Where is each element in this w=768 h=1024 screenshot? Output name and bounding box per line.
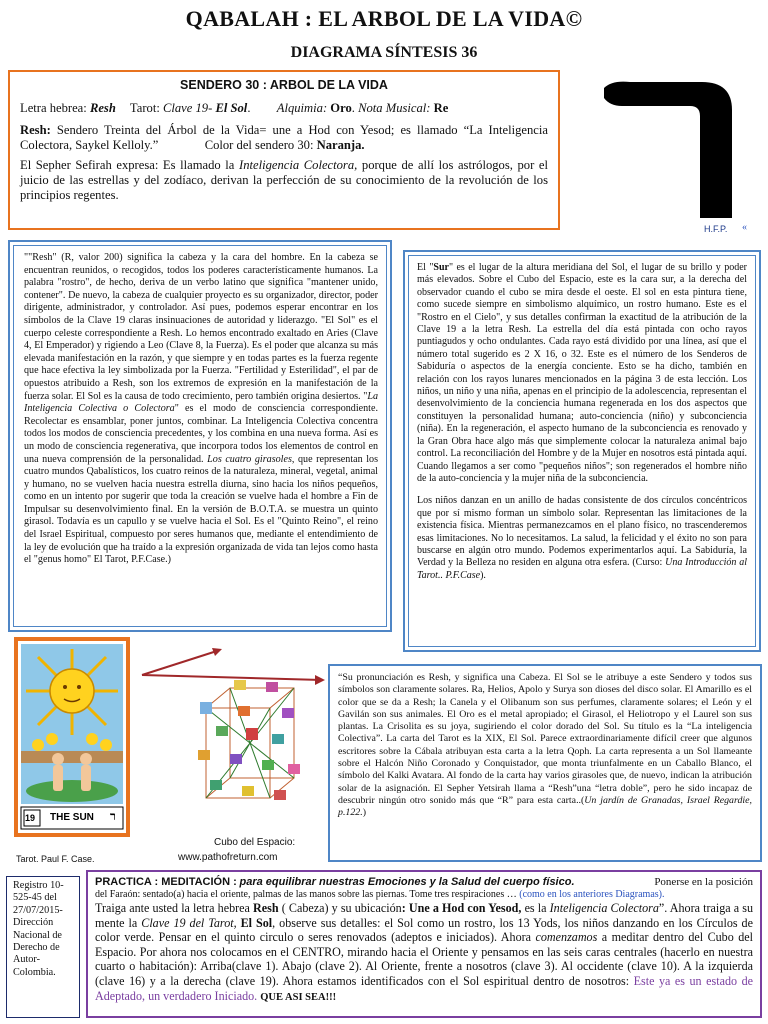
page-subtitle: DIAGRAMA SÍNTESIS 36 bbox=[290, 44, 478, 61]
sendero-resh-desc: Resh: Sendero Treinta del Árbol de la Vida= une a Hod con Yesod; es llamado “La Inteligencia Colectora, Saykel Kelloly.” Color del sendero 30: Naranja. bbox=[20, 123, 548, 152]
tarot-card-number: 19 bbox=[25, 813, 36, 823]
page-title: QABALAH : EL ARBOL DE LA VIDA© bbox=[185, 6, 583, 31]
registro-box bbox=[6, 876, 80, 1018]
registro-text: Registro 10-525-45 del 27/07/2015-Dirección Nacional de Derecho de Autor-Colombia. bbox=[13, 880, 64, 978]
sun-card-illustration bbox=[18, 641, 126, 833]
cube-of-space-image bbox=[186, 668, 314, 828]
right-column-text bbox=[408, 255, 756, 647]
tarot-card-letter: ר bbox=[110, 809, 116, 823]
tarot-caption: Tarot. Paul F. Case. bbox=[16, 854, 95, 864]
resh-letter-icon bbox=[582, 70, 762, 230]
right-paragraph-1: El "Sur" es el lugar de la altura meridiana del Sol, el lugar de su brillo y poder más elevados. Sobre el Cubo del Espacio, este es la cara sur, a la derecha del observador cuando el cubo se mira desde el oeste. El sol en esta pintura tiene, como sucede siempre en simbolismo alquímico, un rostro humano. Este es el "Rostro en el Cielo", y sus detalles confirman la exactitud de la atribución de la Clave 19 a la letra Resh. La estrella del día está pintada con ocho rayos puntiagudos y ocho ondulantes. Cada rayo está dividido por una línea, así que el número total sugerido es 2 X 16, o 32. Este es el número de los Senderos de Sabiduría o aspectos de la energía conciente. Esto se ha dicho, también en relación con los rayos lunares mencionados en la página 3 de esta lección. Los niños, un niño y una niña, apenas en el principio de la adolescencia, representan el desenvolvimiento de la conciencia humana regenerada en los dos aspectos que constituyen la personalidad humana; auto-conciencia (niño) y subconciencia (niña). En la regeneración, el aspecto humano de la subconciencia es renovado y la Gran Obra hace algo más que simplemente colocar la naturaleza animal bajo control. La reconciliación del Hombre y de la Mujer en nosotros está pintada aquí. Cuando llegamos a ser como "pequeños niños"; son regenerados el hombre niño de la auto-conciencia y la mujer niña de la subconciencia. bbox=[417, 262, 747, 484]
practica-heading-line: PRACTICA : MEDITACIÓN : para equilibrar nuestras Emociones y la Salud del cuerpo físico. Ponerse en la posición bbox=[95, 876, 753, 888]
sendero-sepher: El Sepher Sefirah expresa: Es llamado la Inteligencia Colectora, porque de allí los astrólogos, por el juicio de las estrellas y del zodíaco, derivan la perfección de su conocimiento de la revolución de los principios regentes. bbox=[20, 158, 548, 202]
cube-url[interactable]: www.pathofreturn.com bbox=[178, 852, 278, 863]
tarot-card-sun bbox=[14, 637, 130, 837]
right-column-box bbox=[403, 250, 761, 652]
practica-body: Traiga ante usted la letra hebrea Resh ( Cabeza) y su ubicación: Une a Hod con Yesod, es la Inteligencia Colectora”. Ahora traiga a su mente la Clave 19 del Tarot, El Sol, observe sus detalles: el Sol como un rostro, los 13 Yods, los niños danzando en los Círculos de color verde. Pensar en el quinto circulo o seres renovados (adeptos e iniciados). Ahora comenzamos a meditar dentro del Cubo del Espacio. Por ahora nos colocamos en el CENTRO, mirando hacia el Oriente y pensamos en las seis caras centrales (hacerlo en nuestra cuarto o habitación): Arriba(clave 1). Abajo (clave 2). Al Oriente, frente a nosotros (clave 3). Al occidente (clave 10). A la izquierda (clave 16) y a la derecha (clave 19). Ahora estamos identificados con el Sol espiritual dentro de nosotros: Este ya es un estado de Adeptado, un verdadero Iniciado. QUE ASI SEA!!! bbox=[95, 901, 754, 1003]
practica-box bbox=[86, 870, 762, 1018]
right-paragraph-2: Los niños danzan en un anillo de hadas consistente de dos círculos concéntricos que por sí mismo forman un símbolo solar. Representan las limitaciones de la existencia física. Mientras permanezcamos en el plano físico, no trascenderemos esas limitaciones. No lo necesitamos. La salud, la felicidad y el éxito no son para buscarse en algún otro mundo. Podemos experimentarlos aquí. La Sabiduría, la Verdad y la Belleza no residen en alguna otra esfera. (Curso: Una Introducción al Tarot.. P.F.Case). bbox=[417, 495, 747, 581]
hfp-credit: H.F.P. bbox=[704, 224, 728, 234]
quote-box: “Su pronunciación es Resh, y significa una Cabeza. El Sol se le atribuye a este Sendero y todos sus símbolos son claramente solares. Ra, Helios, Apolo y Surya son dioses del disco solar. El Amarillo es el color que se da a Resh; la Canela y el Olibanum son sus perfumes, claramente solares; el León y el Gavilán son sus animales. El Oro es el metal apropiado; el Girasol, el Heliotropo y el Laurel son sus plantas. La Crisolita es su joya, sugiriendo el color dorado del Sol. Su título es la “La inteligencia Colectiva”. La carta del Tarot es la XIX, El Sol. Parece extraordinariamente difícil creer que algunos escritores sobre la Cábala atribuyan esta carta a la letra Qoph. La carta representa a un Sol llameante sobre el Halcón Niño Coronado y Conquistador, que monta triunfalmente en un Caballo Blanco, el símbolo del Kalki Avatara. Al fondo de la carta hay varios girasoles que, de nuevo, indican la atribución solar de la asignación. El Sepher Yetsirah llama a “Resh”una “letra doble”, pero he sido incapaz de descubrir ningún otro sonido más que “R” para esta carta..(Un jardín de Granadas, Israel Regardie, p.122.) bbox=[328, 664, 762, 862]
sendero-box bbox=[8, 70, 560, 230]
tarot-card-name: THE SUN bbox=[50, 812, 94, 823]
hebrew-resh-glyph bbox=[582, 70, 762, 234]
sendero-heading: SENDERO 30 : ARBOL DE LA VIDA bbox=[180, 78, 388, 92]
cube-diagram bbox=[186, 668, 314, 828]
left-column-text: ""Resh" (R, valor 200) significa la cabeza y la cara del hombre. En la cabeza se encuentran reunidos, o recogidos, todos los poderes característicamente humanos. La palabra "rostro", de hecho, deriva de un verbo latino que significa "mantener unido, contener". De nuevo, la cabeza de cualquier proyecto es su organizador, director, poder dirigente, administrador, y controlador. Así pues, podemos esperar encontrar en los símbolos de la Clave 19 claras insinuaciones de autoridad y liderazgo. "El Sol" es el cuerpo celeste correspondiente a Resh. Lo hemos encontrado exaltado en Aries (Clave 4, El Emperador) y rigiendo a Leo (Clave 8, la Fuerza). Es el poder que alcanza su más elevada manifestación en la razón, y que siempre y en todas partes es la fuerza regente que hace efectiva la ley simbolizada por la Fuerza. "Fertilidad y Esterilidad", el par de opuestos atribuido a Resh, son los extremos de expresión en la manifestación de la fuerza solar. El Sol es la causa de todo crecimiento, pero también origina desiertos. "La Inteligencia Colectiva o Colectora" es el modo de consciencia correspondiente. Recolectar es ensamblar, poner juntos, combinar. La Inteligencia Colectiva concentra todos los modos de consciencia precedentes, y los combina en una nueva forma. Así es un modo de consciencia regenerativa, que incorpora todos los elementos de control en una nueva comprensión de la personalidad. Los cuatro girasoles, que representan los cuatro mundos Qabalísticos, los cuatro reinos de la naturaleza, mineral, vegetal, animal y humano, no se vuelven hacia nuestra estrella diurna, sino hacia los niños pequeños, como en un intento por sugerir que toda la creación se vuelve hada el hombre a Fin de Impulsar su desenvolvimiento final. En la versión de B.O.T.A. se muestra un quinto girasol. Todavía es un capullo y se vuelve hacia el Sol. Es el "Quinto Reino", el reino del Israel Espiritual, compuesto por seres humanos que, mediante el entendimiento de la ley de evolución que ha traído a la expresión organizada de vida tan lejos como hasta el "genus homo" El Tarot, P.F.Case.) bbox=[13, 245, 387, 627]
sendero-attributes: Letra hebrea: Resh Tarot: Clave 19- El Sol. Alquimia: Oro. Nota Musical: Re bbox=[20, 100, 449, 115]
cube-caption: Cubo del Espacio: bbox=[214, 837, 296, 848]
practica-instructions: del Faraón: sentado(a) hacia el oriente, palmas de las manos sobre las piernas. Tome tres respiraciones … (como en los anteriores Diagramas). bbox=[95, 889, 665, 900]
left-column-box bbox=[8, 240, 392, 632]
double-chevron-icon: « bbox=[742, 222, 747, 233]
